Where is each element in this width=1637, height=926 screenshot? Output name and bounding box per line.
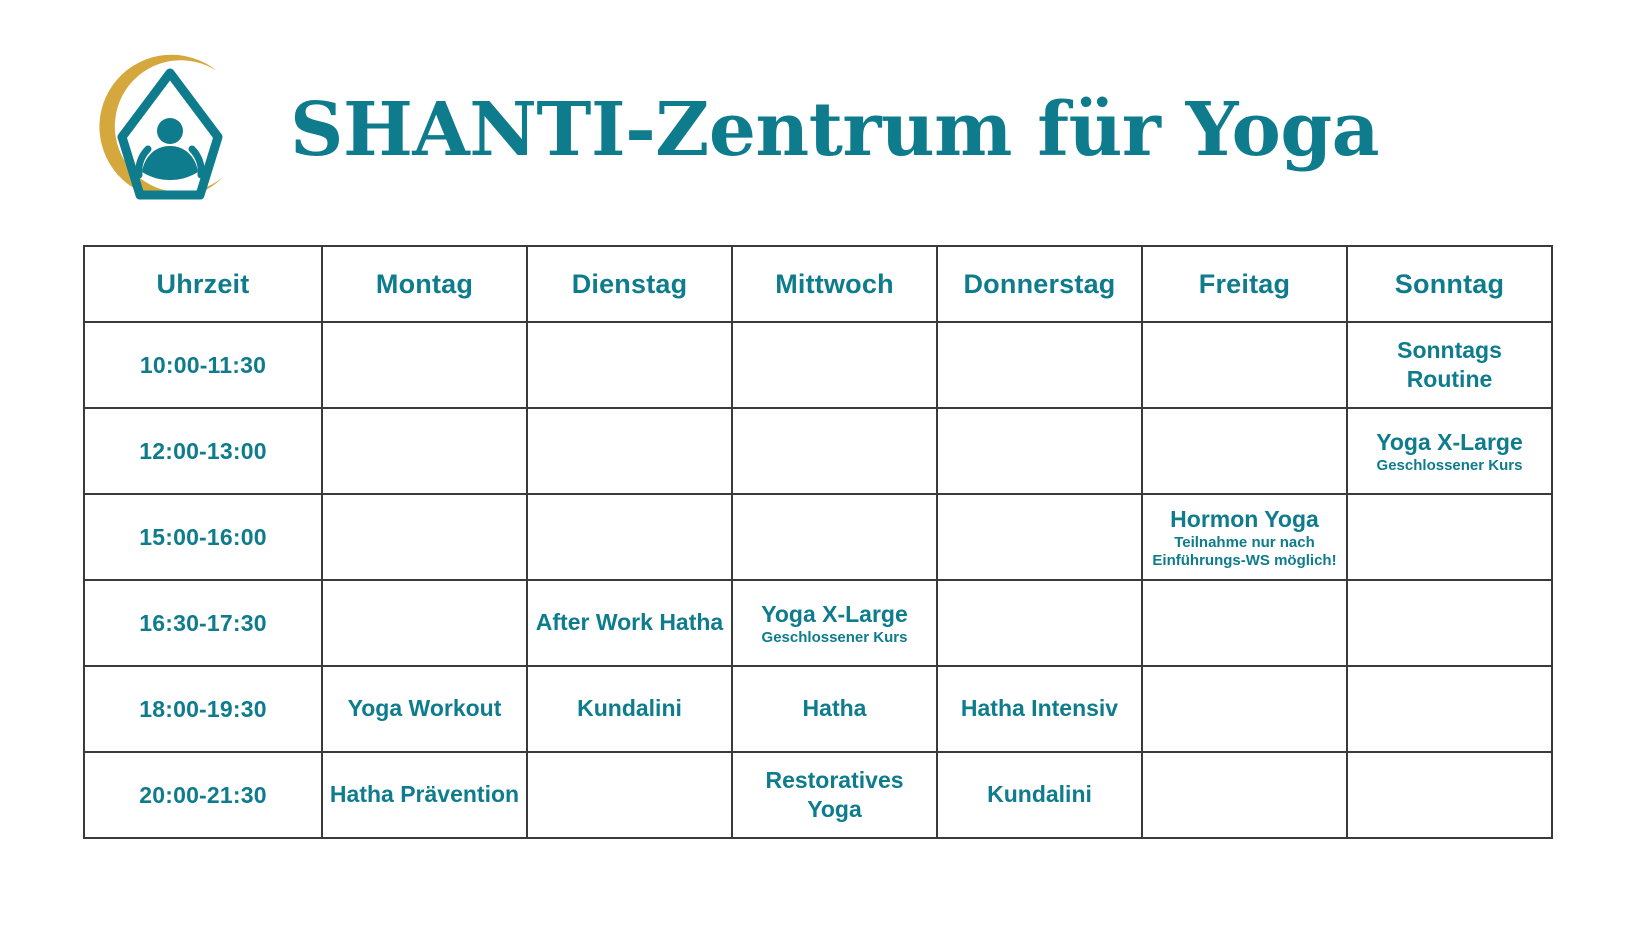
class-cell-dienstag bbox=[527, 494, 732, 580]
class-cell-sonntag bbox=[1347, 580, 1552, 666]
time-slot-label: 10:00-11:30 bbox=[84, 322, 322, 408]
schedule-table bbox=[83, 245, 1553, 839]
column-header-donnerstag: Donnerstag bbox=[937, 246, 1142, 322]
class-note: Geschlossener Kurs bbox=[761, 628, 908, 646]
class-title: Hatha Intensiv bbox=[960, 695, 1119, 722]
class-cell-montag bbox=[322, 580, 527, 666]
column-header-dienstag: Dienstag bbox=[527, 246, 732, 322]
class-cell-freitag bbox=[1142, 494, 1347, 580]
class-cell-freitag bbox=[1142, 666, 1347, 752]
class-cell-dienstag bbox=[527, 752, 732, 838]
class-cell-mittwoch bbox=[732, 752, 937, 838]
class-cell-dienstag bbox=[527, 408, 732, 494]
time-slot-label: 16:30-17:30 bbox=[84, 580, 322, 666]
class-cell-mittwoch bbox=[732, 666, 937, 752]
class-cell-sonntag bbox=[1347, 666, 1552, 752]
time-slot-label: 15:00-16:00 bbox=[84, 494, 322, 580]
table-row bbox=[84, 752, 1552, 838]
class-cell-sonntag bbox=[1347, 494, 1552, 580]
class-cell-freitag bbox=[1142, 752, 1347, 838]
table-row bbox=[84, 580, 1552, 666]
class-note: Teilnahme nur nach Einführungs-WS möglich! bbox=[1152, 533, 1337, 569]
column-header-montag: Montag bbox=[322, 246, 527, 322]
time-slot-label: 12:00-13:00 bbox=[84, 408, 322, 494]
time-slot-label: 18:00-19:30 bbox=[84, 666, 322, 752]
table-row bbox=[84, 322, 1552, 408]
class-cell-donnerstag bbox=[937, 322, 1142, 408]
class-cell-montag bbox=[322, 494, 527, 580]
class-title: Restoratives Yoga bbox=[765, 767, 904, 822]
class-cell-mittwoch bbox=[732, 580, 937, 666]
class-cell-sonntag bbox=[1347, 408, 1552, 494]
class-title: Yoga X-Large bbox=[761, 600, 908, 627]
class-title: Hormon Yoga bbox=[1170, 505, 1319, 532]
class-cell-donnerstag bbox=[937, 666, 1142, 752]
class-cell-donnerstag bbox=[937, 752, 1142, 838]
class-cell-dienstag bbox=[527, 666, 732, 752]
class-cell-dienstag bbox=[527, 322, 732, 408]
class-cell-montag bbox=[322, 322, 527, 408]
class-cell-mittwoch bbox=[732, 408, 937, 494]
page-title: SHANTI-Zentrum für Yoga bbox=[290, 87, 1380, 173]
class-title: Kundalini bbox=[577, 695, 682, 722]
page-header bbox=[0, 40, 1637, 220]
class-title: Sonntags Routine bbox=[1397, 337, 1502, 392]
shanti-yoga-lotus-logo bbox=[85, 45, 255, 215]
class-note: Geschlossener Kurs bbox=[1376, 456, 1523, 474]
column-header-freitag: Freitag bbox=[1142, 246, 1347, 322]
table-row bbox=[84, 666, 1552, 752]
class-cell-donnerstag bbox=[937, 580, 1142, 666]
column-header-mittwoch: Mittwoch bbox=[732, 246, 937, 322]
time-slot-label: 20:00-21:30 bbox=[84, 752, 322, 838]
class-title: Kundalini bbox=[987, 781, 1092, 808]
class-title: Yoga X-Large bbox=[1376, 428, 1523, 455]
table-row bbox=[84, 408, 1552, 494]
table-header-row bbox=[84, 246, 1552, 322]
class-cell-dienstag bbox=[527, 580, 732, 666]
class-title: Hatha bbox=[802, 695, 867, 722]
class-title: After Work Hatha bbox=[535, 609, 724, 636]
table-row bbox=[84, 494, 1552, 580]
class-cell-mittwoch bbox=[732, 322, 937, 408]
class-cell-sonntag bbox=[1347, 322, 1552, 408]
class-title: Hatha Prävention bbox=[329, 781, 520, 808]
column-header-uhrzeit: Uhrzeit bbox=[84, 246, 322, 322]
class-cell-freitag bbox=[1142, 408, 1347, 494]
class-cell-sonntag bbox=[1347, 752, 1552, 838]
column-header-sonntag: Sonntag bbox=[1347, 246, 1552, 322]
class-title: Yoga Workout bbox=[347, 695, 502, 722]
class-cell-freitag bbox=[1142, 322, 1347, 408]
class-cell-freitag bbox=[1142, 580, 1347, 666]
class-cell-mittwoch bbox=[732, 494, 937, 580]
class-cell-montag bbox=[322, 666, 527, 752]
schedule-table-container bbox=[83, 245, 1553, 839]
class-cell-montag bbox=[322, 408, 527, 494]
class-cell-montag bbox=[322, 752, 527, 838]
class-cell-donnerstag bbox=[937, 408, 1142, 494]
class-cell-donnerstag bbox=[937, 494, 1142, 580]
